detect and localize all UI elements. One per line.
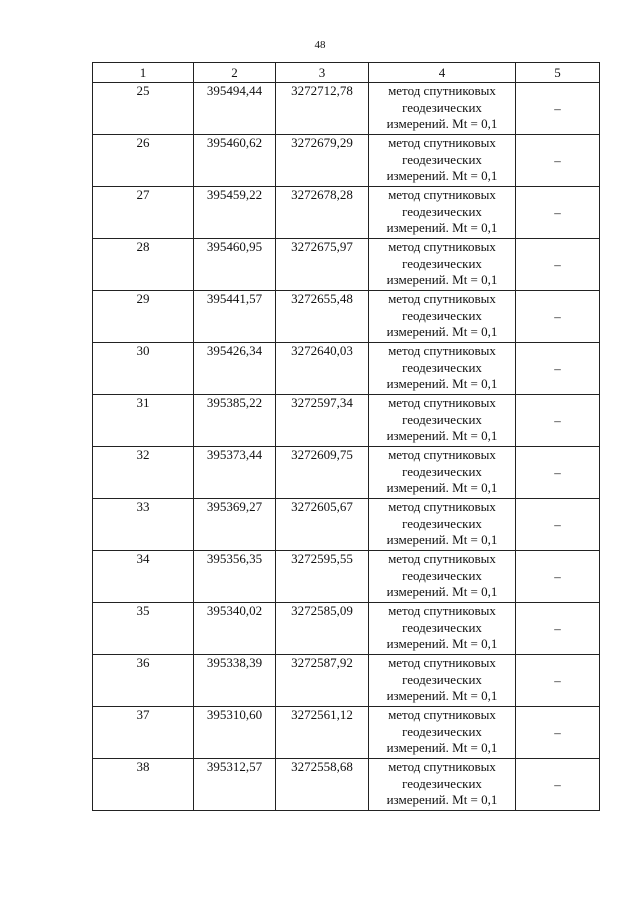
method-line-2: геодезических bbox=[402, 151, 482, 167]
method-line-1: метод спутниковых bbox=[388, 499, 496, 514]
point-number-cell: 32 bbox=[93, 447, 194, 499]
point-number-cell: 26 bbox=[93, 135, 194, 187]
method-cell bbox=[369, 655, 516, 707]
table-row bbox=[93, 551, 600, 603]
method-cell bbox=[369, 187, 516, 239]
method-cell bbox=[369, 499, 516, 551]
y-coordinate-cell: 3272609,75 bbox=[276, 447, 369, 499]
method-line-2: геодезических bbox=[402, 255, 482, 271]
table-row bbox=[93, 187, 600, 239]
table-row bbox=[93, 239, 600, 291]
method-line-1: метод спутниковых bbox=[388, 655, 496, 670]
method-line-1: метод спутниковых bbox=[388, 759, 496, 774]
method-line-1: метод спутниковых bbox=[388, 187, 496, 202]
x-coordinate-cell: 395441,57 bbox=[194, 291, 276, 343]
method-line-3: измерений. Mt = 0,1 bbox=[386, 272, 498, 287]
y-coordinate-cell: 3272679,29 bbox=[276, 135, 369, 187]
method-cell bbox=[369, 603, 516, 655]
method-cell bbox=[369, 551, 516, 603]
y-coordinate-cell: 3272678,28 bbox=[276, 187, 369, 239]
method-line-1: метод спутниковых bbox=[388, 395, 496, 410]
table-row bbox=[93, 759, 600, 811]
column-5-cell: – bbox=[516, 603, 600, 655]
x-coordinate-cell: 395373,44 bbox=[194, 447, 276, 499]
y-coordinate-cell: 3272597,34 bbox=[276, 395, 369, 447]
point-number-cell: 31 bbox=[93, 395, 194, 447]
column-5-cell: – bbox=[516, 291, 600, 343]
method-line-2: геодезических bbox=[402, 723, 482, 739]
x-coordinate-cell: 395310,60 bbox=[194, 707, 276, 759]
method-line-3: измерений. Mt = 0,1 bbox=[386, 168, 498, 183]
method-cell bbox=[369, 759, 516, 811]
column-5-cell: – bbox=[516, 395, 600, 447]
method-line-2: геодезических bbox=[402, 203, 482, 219]
table-row bbox=[93, 499, 600, 551]
method-line-2: геодезических bbox=[402, 463, 482, 479]
method-line-2: геодезических bbox=[402, 567, 482, 583]
header-col-5: 5 bbox=[516, 63, 600, 83]
column-5-cell: – bbox=[516, 655, 600, 707]
method-cell bbox=[369, 395, 516, 447]
method-line-2: геодезических bbox=[402, 307, 482, 323]
method-line-2: геодезических bbox=[402, 99, 482, 115]
method-line-1: метод спутниковых bbox=[388, 291, 496, 306]
x-coordinate-cell: 395385,22 bbox=[194, 395, 276, 447]
method-line-1: метод спутниковых bbox=[388, 447, 496, 462]
column-5-cell: – bbox=[516, 83, 600, 135]
point-number-cell: 33 bbox=[93, 499, 194, 551]
x-coordinate-cell: 395494,44 bbox=[194, 83, 276, 135]
x-coordinate-cell: 395459,22 bbox=[194, 187, 276, 239]
table-header bbox=[93, 63, 600, 83]
method-line-2: геодезических bbox=[402, 515, 482, 531]
table-row bbox=[93, 603, 600, 655]
point-number-cell: 35 bbox=[93, 603, 194, 655]
point-number-cell: 34 bbox=[93, 551, 194, 603]
x-coordinate-cell: 395356,35 bbox=[194, 551, 276, 603]
table-row bbox=[93, 395, 600, 447]
point-number-cell: 28 bbox=[93, 239, 194, 291]
method-line-3: измерений. Mt = 0,1 bbox=[386, 792, 498, 807]
x-coordinate-cell: 395312,57 bbox=[194, 759, 276, 811]
column-5-cell: – bbox=[516, 343, 600, 395]
column-5-cell: – bbox=[516, 187, 600, 239]
y-coordinate-cell: 3272655,48 bbox=[276, 291, 369, 343]
method-line-3: измерений. Mt = 0,1 bbox=[386, 532, 498, 547]
method-cell bbox=[369, 343, 516, 395]
point-number-cell: 38 bbox=[93, 759, 194, 811]
method-line-3: измерений. Mt = 0,1 bbox=[386, 376, 498, 391]
column-5-cell: – bbox=[516, 551, 600, 603]
x-coordinate-cell: 395369,27 bbox=[194, 499, 276, 551]
x-coordinate-cell: 395340,02 bbox=[194, 603, 276, 655]
y-coordinate-cell: 3272712,78 bbox=[276, 83, 369, 135]
method-line-2: геодезических bbox=[402, 359, 482, 375]
table-row bbox=[93, 447, 600, 499]
header-col-3: 3 bbox=[276, 63, 369, 83]
table-row bbox=[93, 135, 600, 187]
point-number-cell: 25 bbox=[93, 83, 194, 135]
method-line-3: измерений. Mt = 0,1 bbox=[386, 220, 498, 235]
method-line-1: метод спутниковых bbox=[388, 551, 496, 566]
table-row bbox=[93, 291, 600, 343]
method-line-1: метод спутниковых bbox=[388, 343, 496, 358]
method-line-1: метод спутниковых bbox=[388, 83, 496, 98]
point-number-cell: 30 bbox=[93, 343, 194, 395]
header-row bbox=[93, 63, 600, 83]
method-cell bbox=[369, 447, 516, 499]
y-coordinate-cell: 3272561,12 bbox=[276, 707, 369, 759]
method-line-2: геодезических bbox=[402, 671, 482, 687]
method-line-3: измерений. Mt = 0,1 bbox=[386, 688, 498, 703]
method-line-1: метод спутниковых bbox=[388, 707, 496, 722]
y-coordinate-cell: 3272585,09 bbox=[276, 603, 369, 655]
column-5-cell: – bbox=[516, 447, 600, 499]
point-number-cell: 27 bbox=[93, 187, 194, 239]
column-5-cell: – bbox=[516, 759, 600, 811]
x-coordinate-cell: 395460,95 bbox=[194, 239, 276, 291]
method-line-3: измерений. Mt = 0,1 bbox=[386, 480, 498, 495]
method-line-3: измерений. Mt = 0,1 bbox=[386, 428, 498, 443]
coordinates-table bbox=[92, 62, 600, 811]
method-cell bbox=[369, 135, 516, 187]
method-line-2: геодезических bbox=[402, 411, 482, 427]
y-coordinate-cell: 3272595,55 bbox=[276, 551, 369, 603]
method-cell bbox=[369, 239, 516, 291]
table-row bbox=[93, 343, 600, 395]
method-line-3: измерений. Mt = 0,1 bbox=[386, 324, 498, 339]
column-5-cell: – bbox=[516, 135, 600, 187]
column-5-cell: – bbox=[516, 499, 600, 551]
method-cell bbox=[369, 291, 516, 343]
table-row bbox=[93, 707, 600, 759]
method-line-3: измерений. Mt = 0,1 bbox=[386, 116, 498, 131]
method-line-1: метод спутниковых bbox=[388, 135, 496, 150]
method-cell bbox=[369, 83, 516, 135]
header-col-4: 4 bbox=[369, 63, 516, 83]
table-row bbox=[93, 83, 600, 135]
method-line-3: измерений. Mt = 0,1 bbox=[386, 636, 498, 651]
page-number: 48 bbox=[314, 39, 326, 51]
method-cell bbox=[369, 707, 516, 759]
header-col-2: 2 bbox=[194, 63, 276, 83]
table-row bbox=[93, 655, 600, 707]
method-line-3: измерений. Mt = 0,1 bbox=[386, 584, 498, 599]
y-coordinate-cell: 3272558,68 bbox=[276, 759, 369, 811]
column-5-cell: – bbox=[516, 707, 600, 759]
method-line-2: геодезических bbox=[402, 775, 482, 791]
column-5-cell: – bbox=[516, 239, 600, 291]
table-body bbox=[93, 83, 600, 811]
y-coordinate-cell: 3272587,92 bbox=[276, 655, 369, 707]
y-coordinate-cell: 3272605,67 bbox=[276, 499, 369, 551]
method-line-1: метод спутниковых bbox=[388, 239, 496, 254]
point-number-cell: 36 bbox=[93, 655, 194, 707]
header-col-1: 1 bbox=[93, 63, 194, 83]
method-line-1: метод спутниковых bbox=[388, 603, 496, 618]
x-coordinate-cell: 395338,39 bbox=[194, 655, 276, 707]
x-coordinate-cell: 395426,34 bbox=[194, 343, 276, 395]
point-number-cell: 29 bbox=[93, 291, 194, 343]
point-number-cell: 37 bbox=[93, 707, 194, 759]
method-line-2: геодезических bbox=[402, 619, 482, 635]
x-coordinate-cell: 395460,62 bbox=[194, 135, 276, 187]
y-coordinate-cell: 3272675,97 bbox=[276, 239, 369, 291]
y-coordinate-cell: 3272640,03 bbox=[276, 343, 369, 395]
method-line-3: измерений. Mt = 0,1 bbox=[386, 740, 498, 755]
